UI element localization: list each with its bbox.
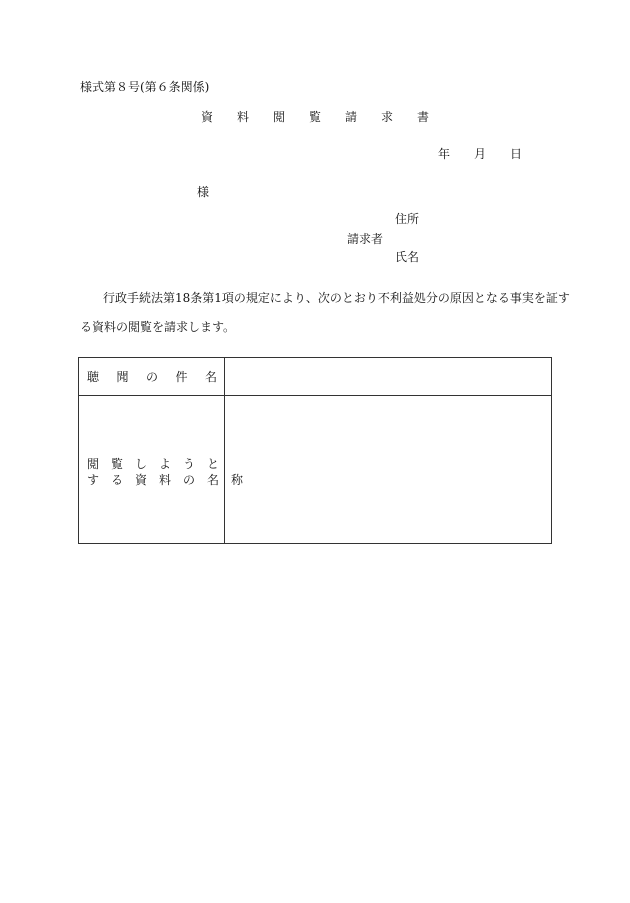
table-row-divider [79, 395, 551, 396]
document-name-field[interactable] [230, 400, 546, 540]
document-name-label-line-1: 閲 覧 し よ う と [87, 457, 220, 471]
request-table [78, 357, 552, 544]
document-title: 資 料 閲 覧 請 求 書 [201, 110, 430, 124]
hearing-subject-field[interactable] [230, 362, 546, 391]
date-line: 年 月 日 [438, 147, 523, 161]
address-label: 住所 [395, 212, 420, 226]
document-name-label-line-2: す る 資 料 の 名 称 [87, 473, 244, 487]
hearing-subject-label: 聴 聞 の 件 名 [87, 370, 217, 384]
requester-label: 請求者 [347, 232, 384, 246]
document-name-label [87, 456, 244, 488]
name-label: 氏名 [395, 250, 420, 264]
form-number-label: 様式第８号(第６条関係) [80, 80, 210, 94]
table-column-divider [224, 358, 225, 543]
addressee-suffix: 様 [197, 185, 210, 199]
body-text-line-2: る資料の閲覧を請求します。 [80, 320, 236, 334]
body-text-line-1: 行政手続法第18条第1項の規定により、次のとおり不利益処分の原因となる事実を証す [103, 291, 570, 305]
